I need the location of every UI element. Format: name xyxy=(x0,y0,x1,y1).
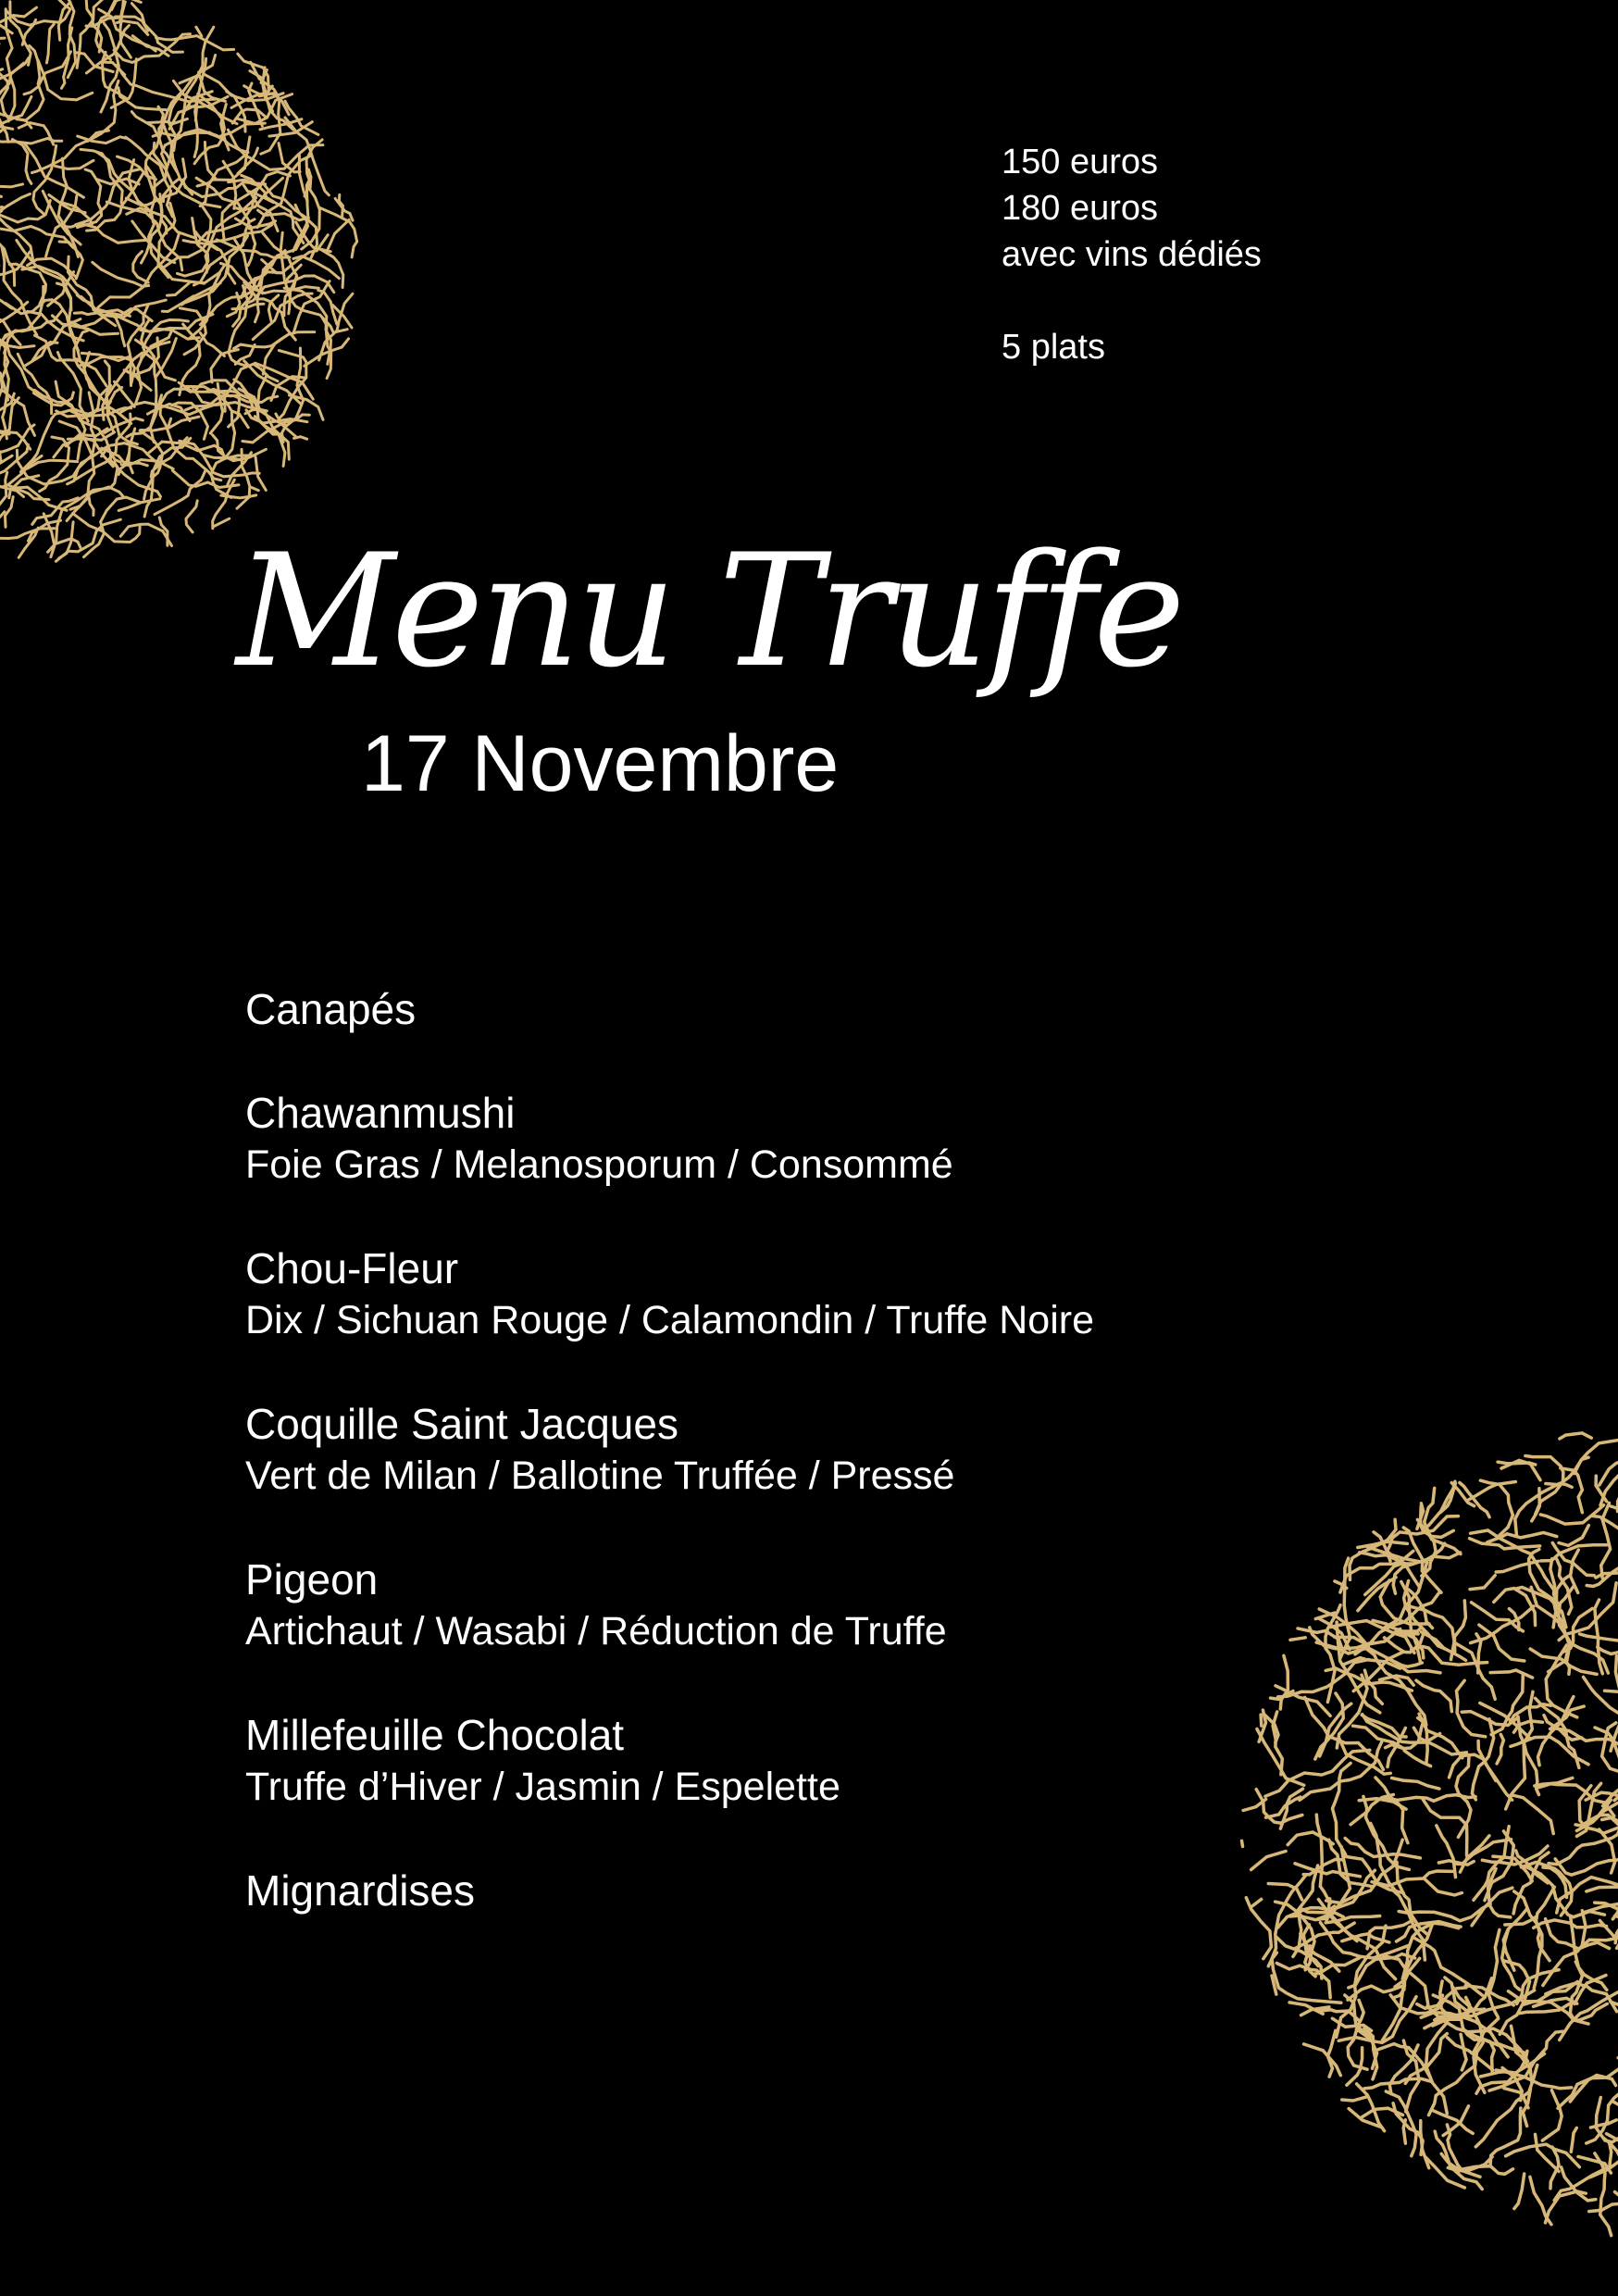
course-description: Artichaut / Wasabi / Réduction de Truffe xyxy=(245,1609,947,1653)
course-count: 5 plats xyxy=(1002,328,1105,367)
course-item xyxy=(245,1554,1263,1657)
course-name: Chou-Fleur xyxy=(245,1244,459,1292)
menu-date: 17 Novembre xyxy=(361,719,840,808)
menu-title: Menu Truffe xyxy=(236,520,1182,702)
course-list xyxy=(245,983,1263,1968)
course-description: Foie Gras / Melanosporum / Consommé xyxy=(245,1142,953,1187)
course-name: Millefeuille Chocolat xyxy=(245,1711,625,1759)
course-item xyxy=(245,1242,1263,1346)
course-name: Mignardises xyxy=(245,1866,475,1915)
course-item xyxy=(245,983,1263,1035)
course-description: Dix / Sichuan Rouge / Calamondin / Truffe Noire xyxy=(245,1298,1095,1342)
course-item xyxy=(245,1709,1263,1813)
course-description: Vert de Milan / Ballotine Truffée / Pressé xyxy=(245,1454,955,1498)
truffle-texture-top-left-icon xyxy=(0,0,370,574)
course-name: Pigeon xyxy=(245,1555,379,1603)
truffle-texture-bottom-right-icon xyxy=(1231,1379,1618,2296)
course-description: Truffe d’Hiver / Jasmin / Espelette xyxy=(245,1765,840,1809)
course-name: Canapés xyxy=(245,985,417,1033)
price-line-2: 180 euros xyxy=(1002,189,1159,228)
course-item xyxy=(245,1865,1263,1916)
course-item xyxy=(245,1398,1263,1502)
price-line-3: avec vins dédiés xyxy=(1002,235,1262,274)
course-name: Chawanmushi xyxy=(245,1089,516,1137)
price-block xyxy=(1002,139,1262,370)
course-name: Coquille Saint Jacques xyxy=(245,1400,678,1448)
course-item xyxy=(245,1087,1263,1191)
price-line-1: 150 euros xyxy=(1002,143,1159,181)
